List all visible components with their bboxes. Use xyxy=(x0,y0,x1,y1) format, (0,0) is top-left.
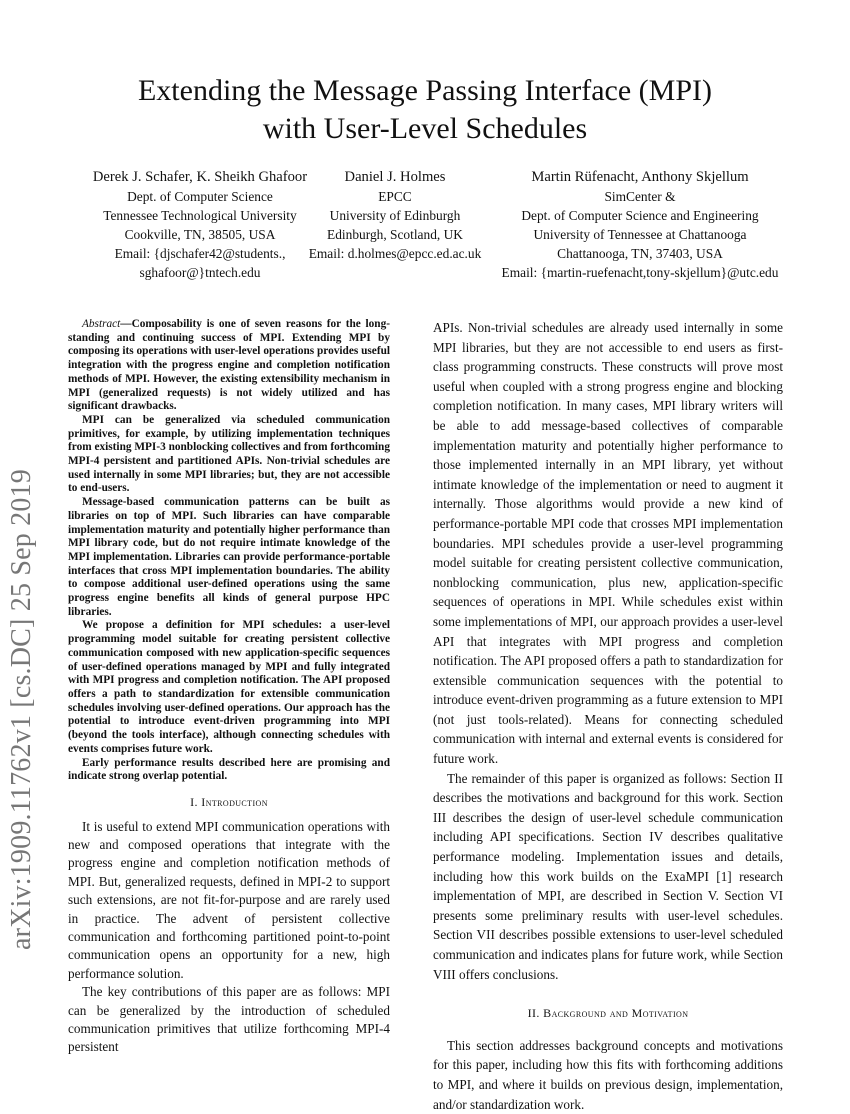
left-column xyxy=(68,318,390,1057)
body-paragraph: The key contributions of this paper are as follows: MPI can be generalized by the introduction of scheduled communication primitives that utilize forthcoming MPI-4 persistent xyxy=(68,984,390,1055)
right-column xyxy=(433,318,783,1114)
affiliation-line: Cookville, TN, 38505, USA xyxy=(124,227,276,242)
affiliation-line: SimCenter & xyxy=(604,189,676,204)
body-paragraph: The remainder of this paper is organized as follows: Section II describes the motivations and background for this work. Section III describes the design of user-level schedule communication including API specifications. Section IV describes qualitative performance modeling. Implementation issues and details, including how this work builds on the ExaMPI [1] research implementation of MPI, are described in Section V. Section VI presents some preliminary results with user-level schedules. Section VII describes possible extensions to user-level scheduled communication and indicates plans for future work, while Section VIII offers conclusions. xyxy=(433,770,783,982)
paper-title xyxy=(0,72,850,148)
abstract-paragraph: We propose a definition for MPI schedules: a user-level programming model suitable for creating persistent collective communication composed with new application-specific sequences of user-defined operations managed by MPI and fully integrated with MPI progress and completion notification. The API proposed offers a path to standardization for extensible communication schedules involving user-defined operations. Our approach has the potential to introduce event-driven programming into MPI (beyond the tools interface), although connecting schedules with events comprises future work. xyxy=(68,619,390,755)
email-line: Email: {djschafer42@students., xyxy=(114,246,286,261)
email-line: Email: d.holmes@epcc.ed.ac.uk xyxy=(308,246,482,261)
author-names: Martin Rüfenacht, Anthony Skjellum xyxy=(531,169,749,185)
affiliation-line: Dept. of Computer Science and Engineering xyxy=(521,208,759,223)
body-paragraph: This section addresses background concepts and motivations for this paper, including how this fits with forthcoming additions to MPI, and where it builds on previous design, implementation, and/or standardization work. xyxy=(433,1037,783,1112)
arxiv-stamp: arXiv:1909.11762v1 [cs.DC] 25 Sep 2019 xyxy=(6,469,37,950)
affiliation-line: EPCC xyxy=(378,189,412,204)
section-heading-introduction: I. Introduction xyxy=(190,794,268,809)
abstract-paragraph: Abstract—Composability is one of seven reasons for the long-standing and continuing success of MPI. Extending MPI by composing its operations with user-level operations provides useful integration with the progress engine and completion notification methods of MPI. However, the existing extensibility mechanism in MPI (generalized requests) is not widely utilized and has significant drawbacks. xyxy=(68,318,390,413)
body-paragraph: APIs. Non-trivial schedules are already used internally in some MPI libraries, but they are not accessible to end users as first-class programming constructs. These constructs will prove most useful when coupled with a strong progress engine and blocking completion notification. In many cases, MPI library writers will be able to add message-based collectives of comparable implementation maturity and potentially higher performance to those implemented internally in an MPI library, yet without intimate knowledge of the implementation or need to augment it internally. Those algorithms would provide a new kind of performance-portable MPI code that crosses MPI implementation boundaries. MPI schedules provide a user-level programming model suitable for creating persistent collective communication, nonblocking communication, plus new, application-specific sequences of operations in MPI. While schedules exist within some implementations of MPI, our approach provides a user-level API that integrates with MPI progress and completion notification. The API proposed offers a path to standardization for extensible communication sequences with the potential to introduce event-driven programming as a future extension to MPI (not just tools-related). Means for connecting scheduled communication with internal and external events is considered for future work. xyxy=(433,320,783,767)
title-line-1: Extending the Message Passing Interface (MPI) xyxy=(137,74,712,107)
email-line: sghafoor@}tntech.edu xyxy=(139,265,261,280)
affiliation-line: University of Edinburgh xyxy=(329,208,461,223)
email-line: Email: {martin-ruefenacht,tony-skjellum}@utc.edu xyxy=(501,265,779,280)
affiliation-line: Chattanooga, TN, 37403, USA xyxy=(557,246,723,261)
abstract-paragraph: MPI can be generalized via scheduled communication primitives, for example, by utilizing implementation techniques from existing MPI-3 nonblocking collectives and from forthcoming MPI-4 persistent and partitioned APIs. Non-trivial schedules are used internally in some MPI libraries; but, they are not accessible to end-users. xyxy=(68,413,390,495)
affiliation-line: Tennessee Technological University xyxy=(103,208,297,223)
abstract-paragraph: Early performance results described here are promising and indicate strong overlap potential. xyxy=(68,756,390,783)
author-group-3 xyxy=(490,167,790,282)
abstract-lead: Abstract xyxy=(82,318,121,330)
section-heading-background: II. Background and Motivation xyxy=(527,1006,689,1021)
affiliation-line: Dept. of Computer Science xyxy=(127,189,273,204)
introduction-body xyxy=(68,818,390,1057)
abstract-paragraph: Message-based communication patterns can be built as libraries on top of MPI. Such libraries can have comparable implementation maturity and potentially higher performance than MPI library code, but do not require intimate knowledge of the MPI implementation. Libraries can provide performance-portable interfaces that cross MPI implementation boundaries. The ability to compose additional user-defined operations using the same progress engine benefits all kinds of general purpose HPC libraries. xyxy=(68,496,390,618)
author-group-2 xyxy=(295,167,495,263)
author-names: Derek J. Schafer, K. Sheikh Ghafoor xyxy=(92,169,308,185)
abstract xyxy=(68,318,390,784)
body-paragraph: It is useful to extend MPI communication operations with new and composed operations that integrate with the progress engine and completion notification methods of MPI. But, generalized requests, defined in MPI-2 to support such extensions, are not fit-for-purpose and are rarely used in practice. The advent of persistent collective communication and forthcoming partitioned point-to-point communication opens an opportunity for a new, high performance solution. xyxy=(68,818,390,981)
affiliation-line: University of Tennessee at Chattanooga xyxy=(533,227,747,242)
affiliation-line: Edinburgh, Scotland, UK xyxy=(327,227,463,242)
author-names: Daniel J. Holmes xyxy=(344,169,446,185)
title-line-2: with User-Level Schedules xyxy=(262,112,588,145)
